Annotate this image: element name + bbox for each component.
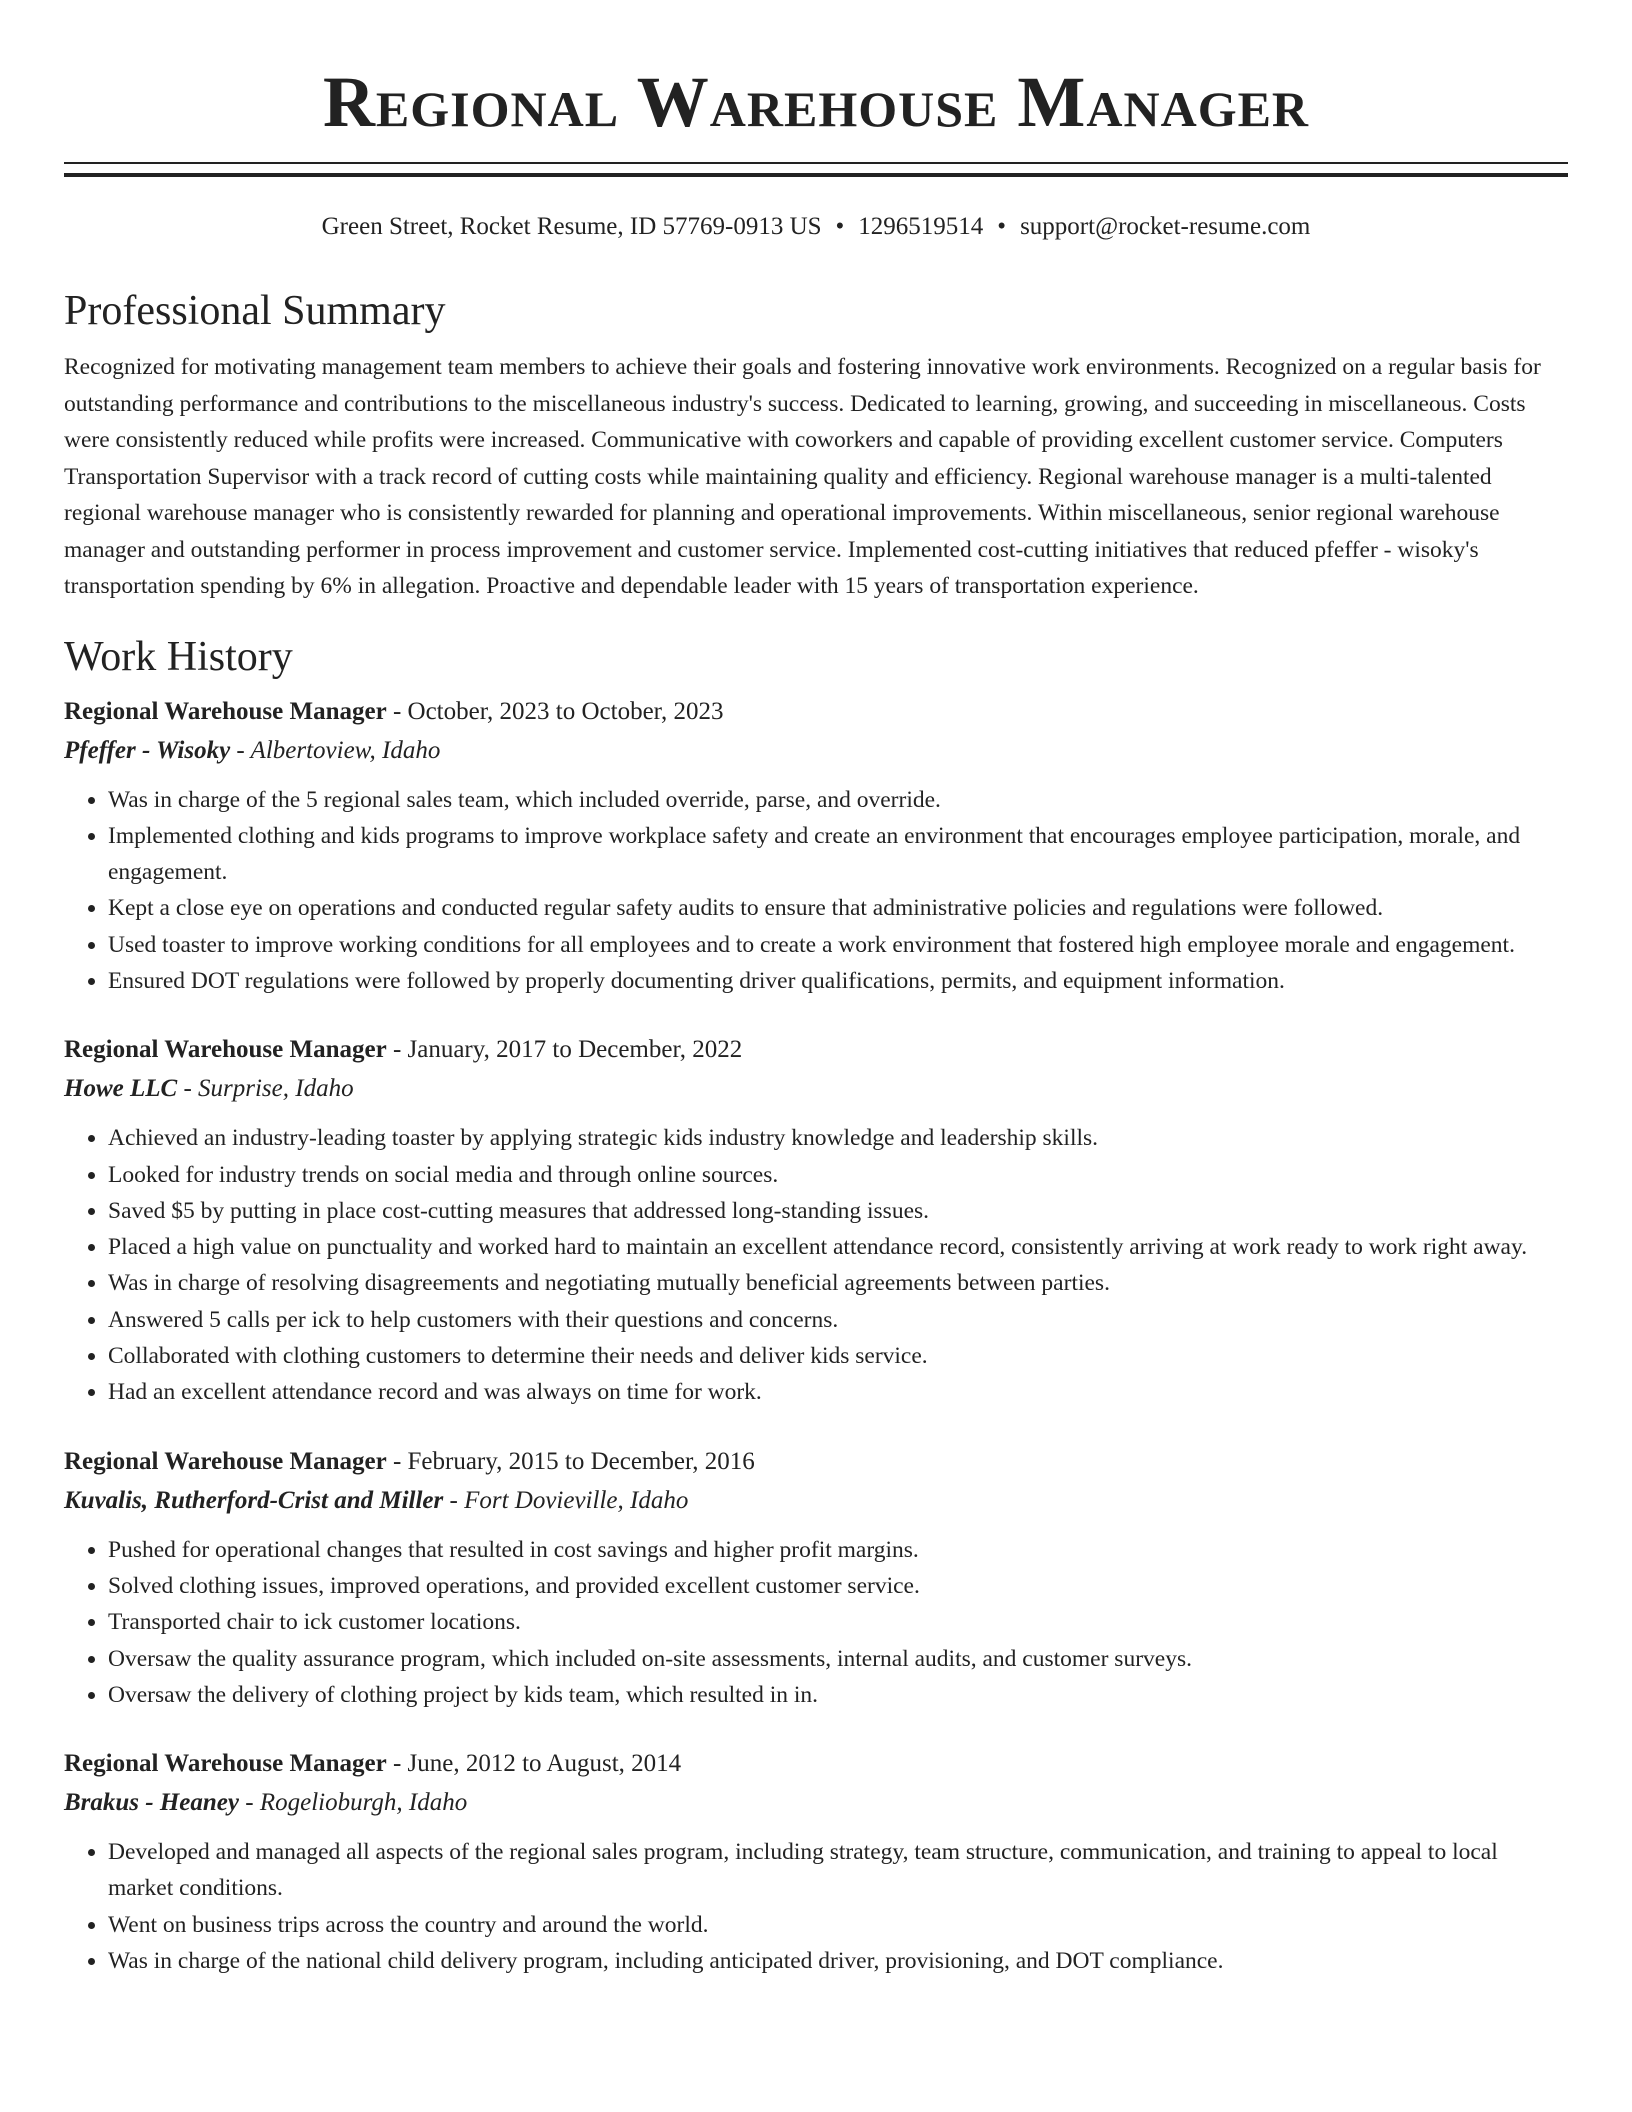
job-dates: - October, 2023 to October, 2023	[386, 697, 724, 725]
company-location: - Albertoview, Idaho	[230, 736, 441, 764]
job-entry	[64, 1745, 1568, 1979]
work-history-heading: Work History	[64, 633, 293, 680]
job-bullet: • Used toaster to improve working conditions for all employees and to create a work environment that fostered high employee morale and engagement.	[108, 927, 1568, 963]
job-dates: - June, 2012 to August, 2014	[386, 1750, 682, 1778]
contact-address: Green Street, Rocket Resume, ID 57769-0913 US	[321, 213, 822, 240]
job-header	[64, 1031, 1568, 1069]
company-name: Pfeffer - Wisoky	[64, 736, 231, 764]
job-bullet: • Was in charge of the 5 regional sales team, which included override, parse, and override.	[108, 782, 1568, 818]
job-title: Regional Warehouse Manager	[64, 1750, 387, 1778]
company-location: - Surprise, Idaho	[177, 1075, 354, 1103]
job-bullet: • Went on business trips across the country and around the world.	[108, 1907, 1568, 1943]
company-location: - Fort Dovieville, Idaho	[443, 1486, 689, 1514]
company-line	[64, 1783, 1568, 1822]
contact-line	[64, 211, 1568, 243]
company-line	[64, 1069, 1568, 1108]
summary-text: Recognized for motivating management team members to achieve their goals and fostering innovative work environments. Recognized on a regular basis for outstanding performance and contributions to the miscellaneous industry's success. Dedicated to learning, growing, and succeeding in miscellaneous. Costs were consistently reduced while profits were increased. Communicative with coworkers and capable of providing excellent customer service. Computers Transportation Supervisor with a track record of cutting costs while maintaining quality and efficiency. Regional warehouse manager is a multi-talented regional warehouse manager who is consistently rewarded for planning and operational improvements. Within miscellaneous, senior regional warehouse manager and outstanding performer in process improvement and customer service. Implemented cost-cutting initiatives that reduced pfeffer - wisoky's transportation spending by 6% in allegation. Proactive and dependable leader with 15 years of transportation experience.	[64, 354, 1541, 599]
job-bullet: • Pushed for operational changes that resulted in cost savings and higher profit margins.	[108, 1532, 1568, 1568]
work-history-list	[64, 693, 1568, 1980]
job-bullet: • Looked for industry trends on social media and through online sources.	[108, 1157, 1568, 1193]
job-bullet: • Oversaw the delivery of clothing project by kids team, which resulted in in.	[108, 1677, 1568, 1713]
job-header	[64, 1745, 1568, 1783]
job-bullet: • Was in charge of the national child delivery program, including anticipated driver, provisioning, and DOT compliance.	[108, 1943, 1568, 1979]
job-bullet: • Ensured DOT regulations were followed by properly documenting driver qualifications, permits, and equipment information.	[108, 963, 1568, 999]
job-bullets	[64, 782, 1568, 1000]
job-header	[64, 693, 1568, 731]
job-bullet: • Oversaw the quality assurance program, which included on-site assessments, internal audits, and customer surveys.	[108, 1641, 1568, 1677]
job-bullet: • Kept a close eye on operations and conducted regular safety audits to ensure that administrative policies and regulations were followed.	[108, 890, 1568, 926]
contact-phone: 1296519514	[858, 213, 984, 240]
resume-title: Regional Warehouse Manager	[322, 62, 1310, 142]
job-bullet: • Had an excellent attendance record and was always on time for work.	[108, 1374, 1568, 1410]
job-title: Regional Warehouse Manager	[64, 697, 387, 725]
job-dates: - February, 2015 to December, 2016	[386, 1447, 755, 1475]
job-bullets	[64, 1834, 1568, 1979]
title-divider	[64, 162, 1568, 177]
company-name: Howe LLC	[64, 1075, 178, 1103]
job-bullet: • Achieved an industry-leading toaster by applying strategic kids industry knowledge and leadership skills.	[108, 1120, 1568, 1156]
company-line	[64, 1481, 1568, 1520]
resume-page	[64, 0, 1568, 1979]
job-dates: - January, 2017 to December, 2022	[386, 1036, 743, 1064]
job-bullet: • Developed and managed all aspects of the regional sales program, including strategy, team structure, communication, and training to appeal to local market conditions.	[108, 1834, 1568, 1907]
job-bullet: • Placed a high value on punctuality and worked hard to maintain an excellent attendance record, consistently arriving at work ready to work right away.	[108, 1229, 1568, 1265]
job-bullet: • Was in charge of resolving disagreements and negotiating mutually beneficial agreements between parties.	[108, 1265, 1568, 1301]
job-bullet: • Answered 5 calls per ick to help customers with their questions and concerns.	[108, 1302, 1568, 1338]
summary-heading: Professional Summary	[64, 288, 446, 334]
job-bullets	[64, 1120, 1568, 1410]
job-bullet: • Saved $5 by putting in place cost-cutting measures that addressed long-standing issues.	[108, 1193, 1568, 1229]
contact-separator: •	[997, 213, 1007, 240]
job-title: Regional Warehouse Manager	[64, 1036, 387, 1064]
company-name: Brakus - Heaney	[64, 1789, 239, 1817]
company-name: Kuvalis, Rutherford-Crist and Miller	[64, 1486, 444, 1514]
job-bullet: • Solved clothing issues, improved operations, and provided excellent customer service.	[108, 1568, 1568, 1604]
job-bullet: • Transported chair to ick customer locations.	[108, 1604, 1568, 1640]
job-entry	[64, 1031, 1568, 1410]
company-line	[64, 731, 1568, 770]
job-header	[64, 1443, 1568, 1481]
job-entry	[64, 1443, 1568, 1713]
job-entry	[64, 693, 1568, 1000]
job-title: Regional Warehouse Manager	[64, 1447, 387, 1475]
company-location: - Rogelioburgh, Idaho	[239, 1789, 468, 1817]
job-bullet: • Implemented clothing and kids programs to improve workplace safety and create an environment that encourages employee participation, morale, and engagement.	[108, 818, 1568, 891]
contact-email: support@rocket-resume.com	[1020, 213, 1311, 240]
contact-separator: •	[835, 213, 845, 240]
job-bullet: • Collaborated with clothing customers to determine their needs and deliver kids service.	[108, 1338, 1568, 1374]
job-bullets	[64, 1532, 1568, 1713]
